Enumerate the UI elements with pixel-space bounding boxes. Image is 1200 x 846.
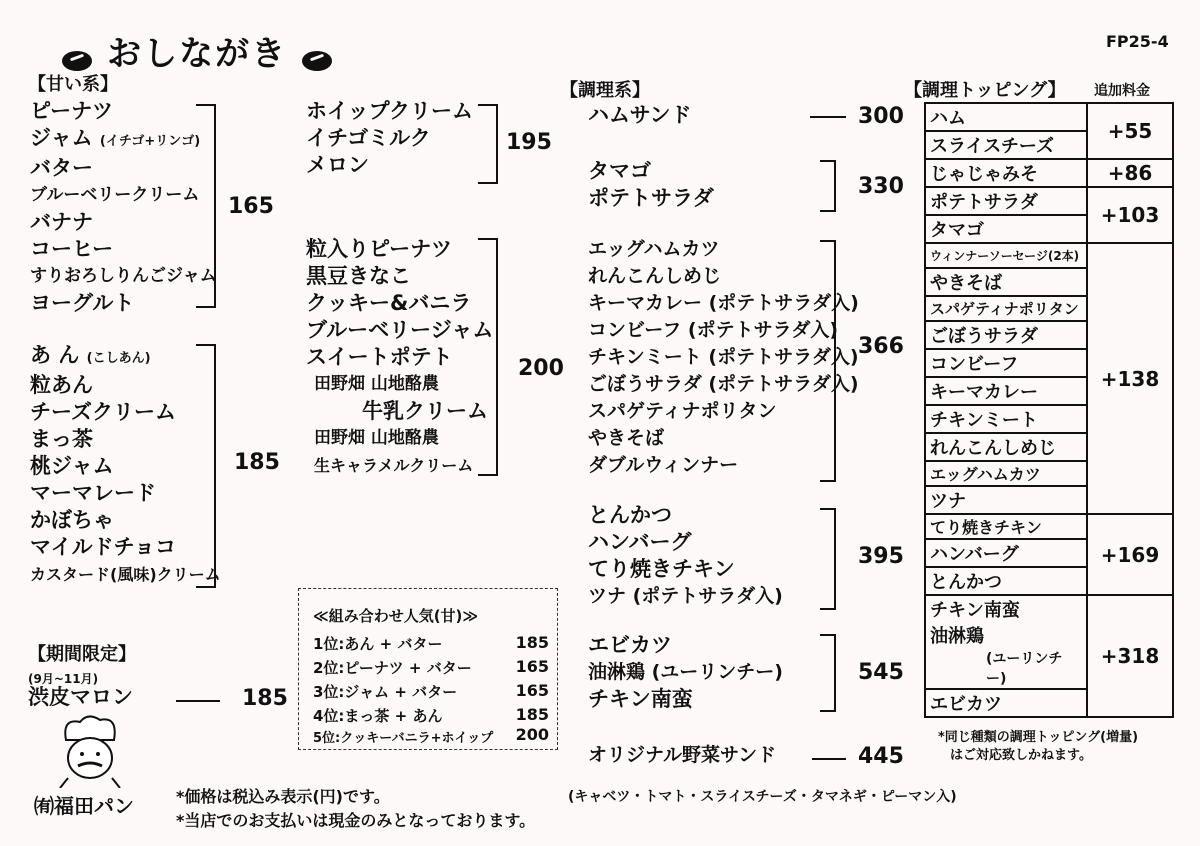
topping-note-1: *同じ種類の調理トッピング(増量) [938,730,1139,745]
savory-366-price: 366 [858,334,904,359]
combo-rank: 5位:クッキーバニラ+ホイップ [313,731,494,746]
savory-ham-item: ハムサンド [588,103,692,127]
sweet-group3-list [306,98,473,179]
item-note: (イチゴ+リンゴ) [99,134,201,149]
item-note: (こしあん) [86,351,151,366]
list-item: 油淋鶏 (ユーリンチー) [588,661,783,683]
list-item: ごぼうサラダ (ポテトサラダ入) [588,373,859,395]
list-item: エッグハムカツ [588,238,720,260]
limited-heading: 【期間限定】 [28,644,136,665]
baker-illustration [44,712,140,788]
list-item: やきそば [588,427,665,449]
list-item: エビカツ [588,633,672,657]
table-cell: キーマカレー [925,377,1087,405]
list-item: ブルーベリークリーム [30,185,200,205]
table-cell: ごぼうサラダ [925,321,1087,349]
savory-heading: 【調理系】 [560,80,650,101]
leader-line [810,116,846,118]
menu-code: FP25-4 [1106,32,1169,51]
footer-note-2: *当店でのお支払いは現金のみとなっております。 [176,811,536,830]
list-item: マイルドチョコ [30,535,176,559]
table-cell: スライスチーズ [925,131,1087,159]
savory-545-list [588,632,783,713]
savory-366-list [588,236,859,479]
table-cell: +103 [1087,187,1173,243]
list-item: カスタード(風味)クリーム [30,565,221,584]
savory-330-price: 330 [858,174,904,199]
combo-rank: 2位:ピーナツ + バター [313,659,472,677]
list-item: イチゴミルク [306,126,431,150]
sweet-group3-price: 195 [506,130,552,155]
topping-note-2: はご対応致しかねます。 [950,748,1092,763]
list-item: スパゲティナポリタン [588,400,777,422]
table-cell: コンビーフ [925,349,1087,377]
table-row [925,243,1173,268]
list-item: チーズクリーム [30,400,176,424]
table-cell: エッグハムカツ [925,461,1087,486]
list-item: ツナ (ポテトサラダ入) [588,585,783,607]
sweet-group1-price: 165 [228,194,274,219]
list-item: 粒あん [30,373,93,397]
table-cell: ポテトサラダ [925,187,1087,215]
savory-veg-note: (キャベツ・トマト・スライスチーズ・タマネギ・ピーマン入) [568,789,957,805]
table-cell: タマゴ [925,215,1087,243]
combo-price: 185 [515,633,549,652]
list-item: クッキー&バニラ [306,291,472,315]
combo-title: ≪組み合わせ人気(甘)≫ [313,607,479,625]
limited-item: 渋皮マロン [28,685,133,709]
list-item: コンビーフ (ポテトサラダ入) [588,319,839,341]
table-cell: ツナ [925,486,1087,514]
table-row [925,103,1173,131]
table-cell: やきそば [925,268,1087,296]
list-item: ジャム (イチゴ+リンゴ) [30,126,201,150]
list-item: 田野畑 山地酪農 [314,374,439,394]
savory-veg-item: オリジナル野菜サンド [588,744,777,766]
list-item: 生キャラメルクリーム [314,456,474,475]
list-item: 田野畑 山地酪農 [314,428,439,448]
list-item: かぼちゃ [30,508,114,532]
list-item: コーヒー [30,237,114,261]
list-item: スイートポテト [306,345,453,369]
bracket [820,160,836,212]
table-cell: +318 [1087,595,1173,717]
savory-545-price: 545 [858,660,904,685]
bracket [820,634,836,712]
combo-rank: 1位:あん + バター [313,635,443,653]
list-item: 桃ジャム [30,454,114,478]
list-item: ポテトサラダ [588,186,714,210]
bread-icon [302,51,332,71]
list-item: ブルーベリージャム [306,318,494,342]
topping-extra-label: 追加料金 [1094,83,1150,99]
savory-395-price: 395 [858,544,904,569]
bracket [820,240,836,482]
combo-rank: 3位:ジャム + バター [313,683,458,701]
limited-period: (9月~11月) [28,672,99,686]
combo-price: 200 [515,725,549,744]
list-item: タマゴ [588,159,651,183]
list-item: とんかつ [588,503,672,527]
savory-veg-price: 445 [858,744,904,769]
sweet-heading: 【甘い系】 [28,74,118,95]
list-item: チキン南蛮 [588,687,693,711]
bread-icon [62,51,92,71]
list-item: ダブルウィンナー [588,454,739,476]
table-row [925,159,1173,187]
table-row [925,187,1173,215]
combo-ranking-box [298,588,558,750]
table-cell: チキンミート [925,405,1087,433]
bracket [820,508,836,610]
list-item: すりおろしりんごジャム [30,266,217,286]
table-cell: じゃじゃみそ [925,159,1087,187]
sweet-group1-list [30,98,217,317]
table-cell: +138 [1087,243,1173,514]
bracket [478,238,498,476]
footer-note-1: *価格は税込み表示(円)です。 [176,787,390,806]
table-cell: +169 [1087,514,1173,595]
topping-table [924,102,1174,718]
table-cell: てり焼きチキン [925,514,1087,539]
page-title: おしながき [107,34,288,74]
combo-price: 185 [515,705,549,724]
list-item: ホイップクリーム [306,99,473,123]
list-item: ハンバーグ [588,530,692,554]
list-item: ヨーグルト [30,291,135,315]
list-item: マーマレード [30,481,156,505]
list-item: あ ん (こしあん) [30,343,151,367]
leader-line [812,758,846,760]
topping-heading: 【調理トッピング】 [904,80,1066,101]
combo-price: 165 [515,657,549,676]
table-cell: +86 [1087,159,1173,187]
table-cell: チキン南蛮 油淋鶏 (ユーリンチー) [925,595,1087,689]
table-cell: エビカツ [925,689,1087,717]
table-cell: ハム [925,103,1087,131]
savory-395-list [588,502,783,610]
bracket [196,104,216,308]
list-item: 黒豆きなこ [306,264,411,288]
table-row [925,514,1173,539]
bracket [478,104,498,184]
table-cell: +55 [1087,103,1173,159]
table-cell: ハンバーグ [925,539,1087,567]
table-row [925,595,1173,689]
table-cell: ウィンナーソーセージ(2本) [925,243,1087,268]
list-item: メロン [306,153,369,177]
title-area [62,26,332,75]
combo-rank: 4位:まっ茶 + あん [313,707,443,725]
savory-ham-price: 300 [858,104,904,129]
list-item: バナナ [30,210,93,234]
table-cell: スパゲティナポリタン [925,296,1087,321]
list-item: れんこんしめじ [588,265,722,287]
sweet-group4-price: 200 [518,356,564,381]
table-cell: れんこんしめじ [925,433,1087,461]
savory-330-list [588,158,714,212]
list-item: ピーナツ [30,99,113,123]
list-item: バター [30,156,93,180]
list-item: 粒入りピーナツ [306,237,452,261]
list-item: まっ茶 [30,427,93,451]
list-item: チキンミート (ポテトサラダ入) [588,346,859,368]
leader-line [176,700,220,702]
combo-price: 165 [515,681,549,700]
list-item: 牛乳クリーム [362,399,488,423]
list-item: てり焼きチキン [588,557,735,581]
sweet-group2-list [30,342,221,588]
limited-price: 185 [242,686,288,711]
shop-logo: ㈲福田パン [34,794,134,818]
table-cell: とんかつ [925,567,1087,595]
sweet-group2-price: 185 [234,450,280,475]
sweet-group4-list [306,236,493,479]
bracket [196,344,216,588]
list-item: キーマカレー (ポテトサラダ入) [588,292,859,314]
